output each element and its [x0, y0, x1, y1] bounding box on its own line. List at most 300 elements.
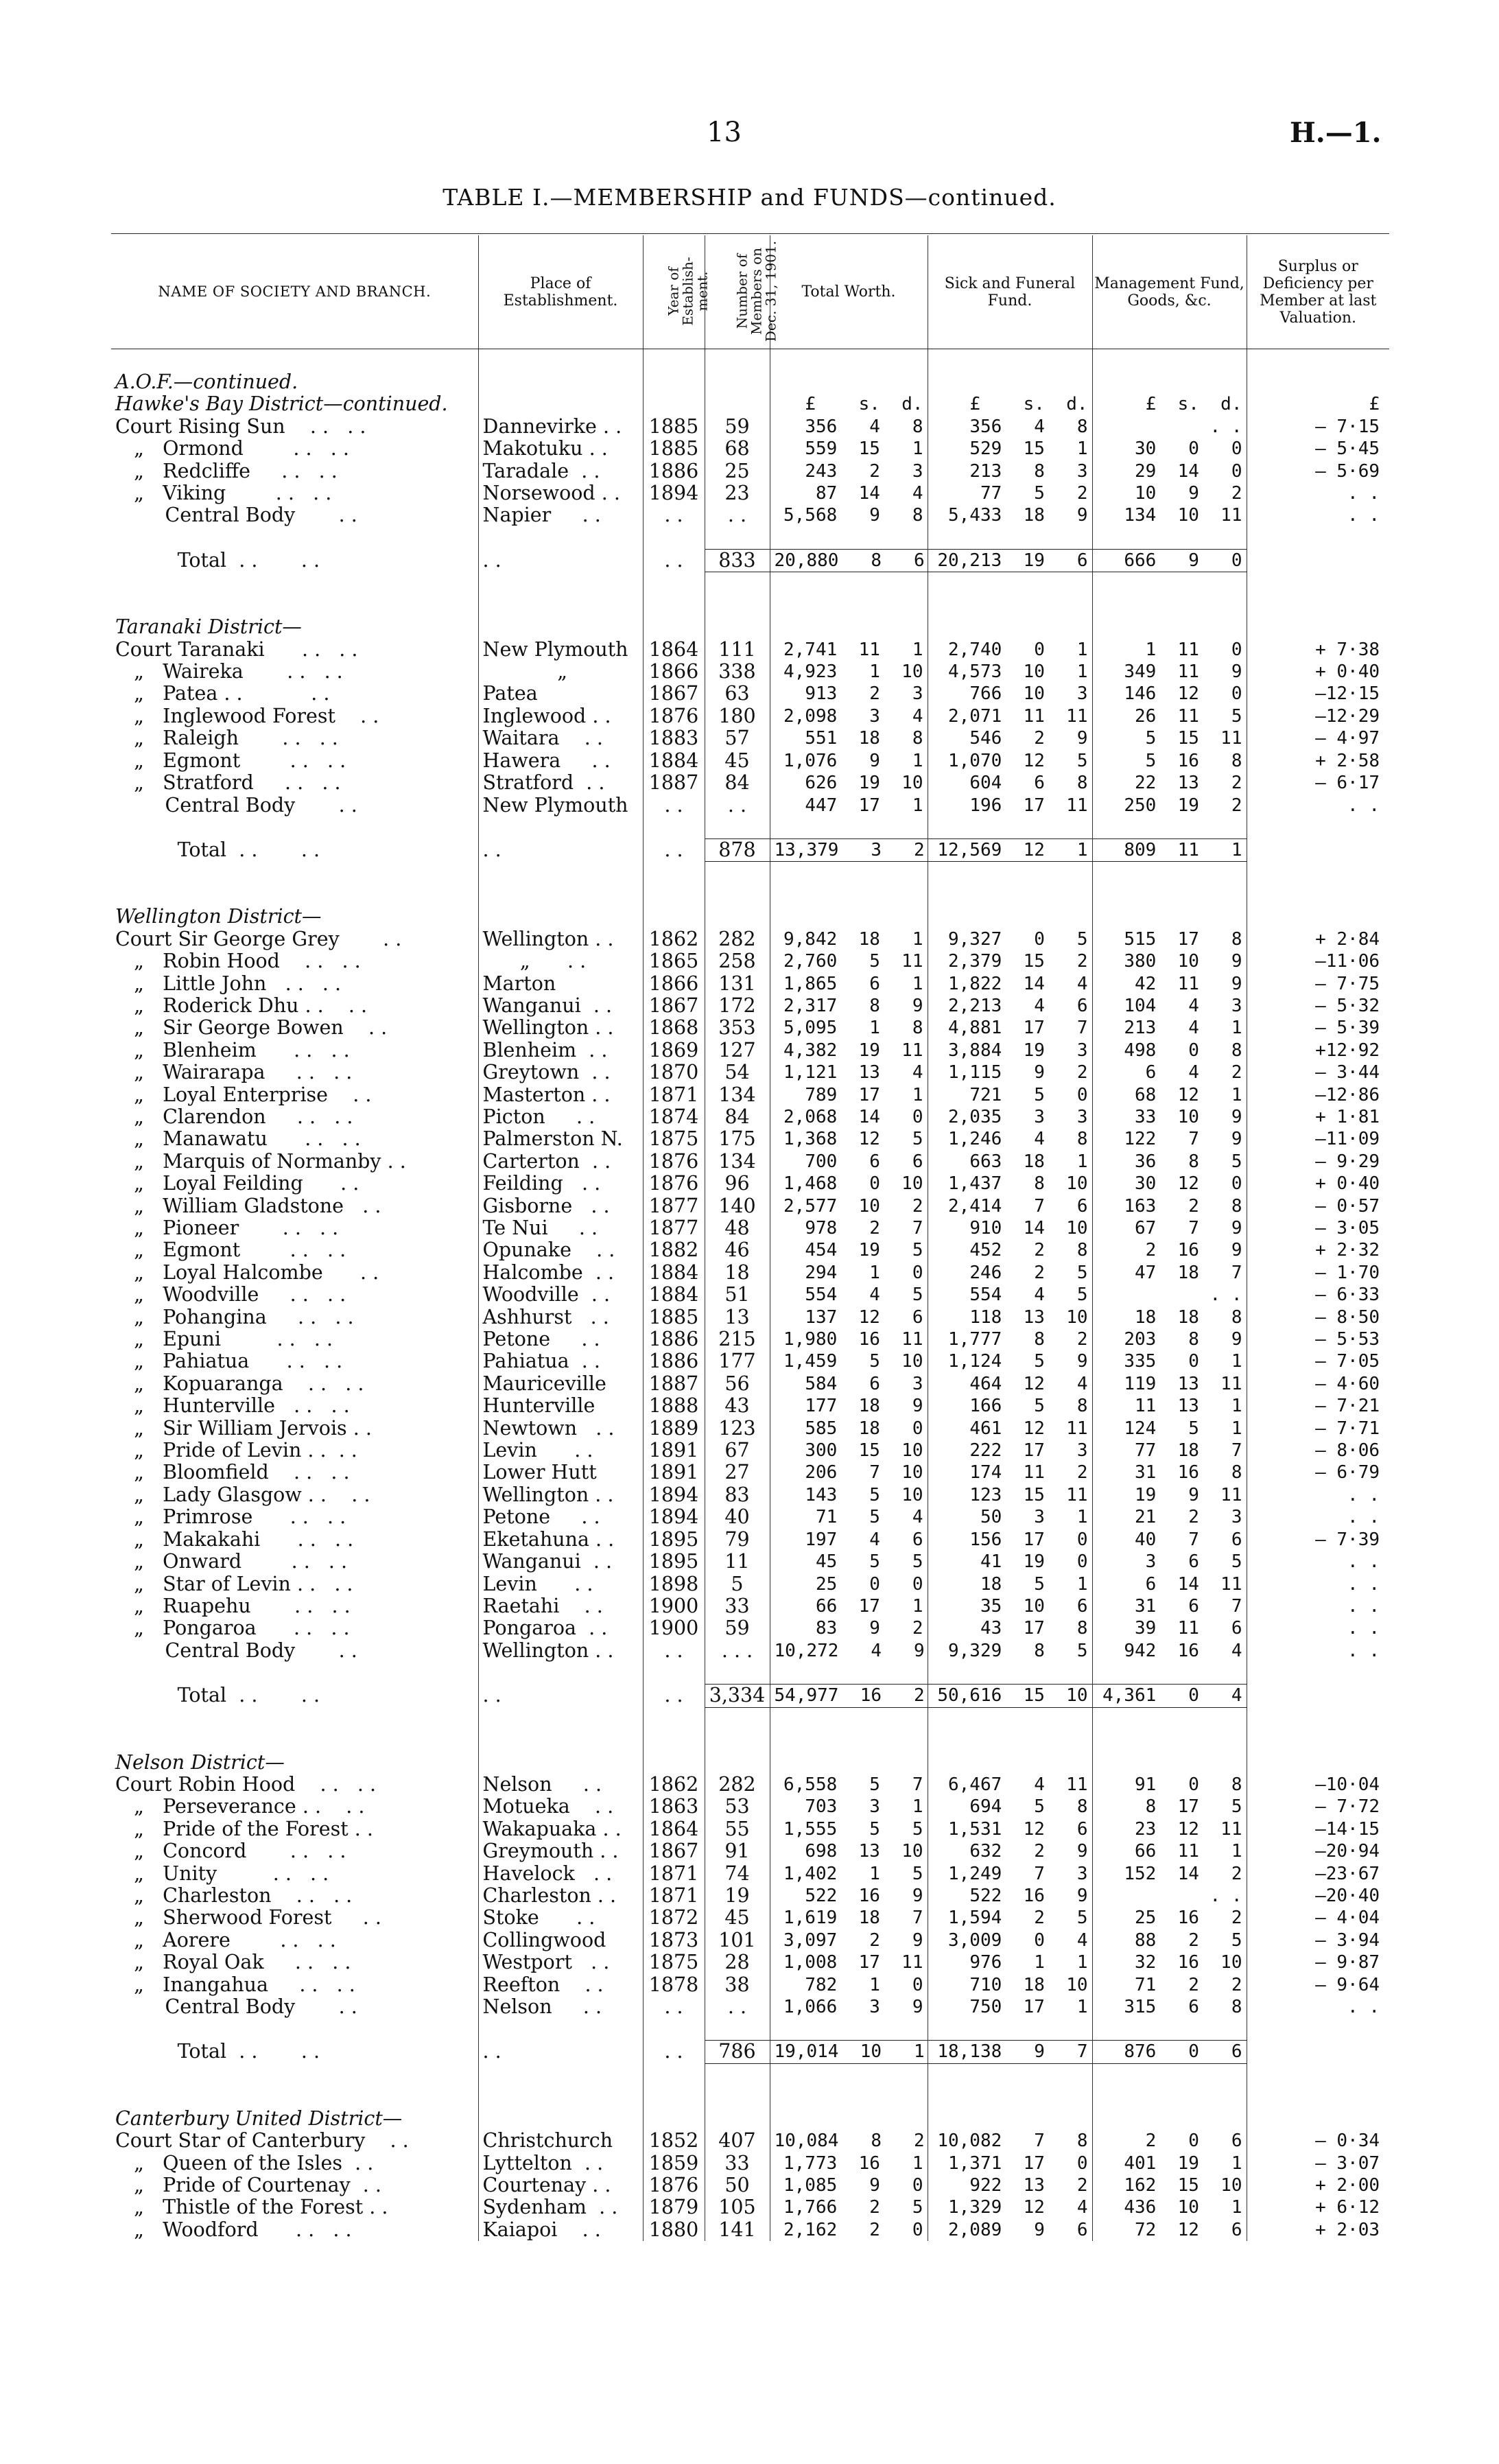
cell-year: 1884: [643, 1262, 705, 1284]
cell-year: 1883: [643, 727, 705, 749]
cell-worth: 243 2 3: [770, 460, 928, 482]
cell-mgmt: 380 10 9: [1092, 950, 1247, 972]
cell-year: 1869: [643, 1040, 705, 1061]
cell-name: „ William Gladstone . .: [115, 1195, 381, 1217]
cell-place: Wanganui . .: [478, 1551, 643, 1573]
cell-mgmt: [1092, 2063, 1247, 2108]
table-row: [111, 661, 1389, 683]
cell-year: 1867: [643, 995, 705, 1017]
cell-members: 67: [705, 1440, 770, 1462]
cell-sick: [928, 862, 1092, 906]
cell-worth: [770, 2018, 928, 2041]
cell-worth: 10,084 8 2: [770, 2130, 928, 2152]
cell-worth: 978 2 7: [770, 1217, 928, 1239]
page-number: 13: [707, 117, 742, 148]
cell-members: [705, 572, 770, 617]
cell-members: [705, 2018, 770, 2041]
table-row: [111, 1128, 1389, 1150]
cell-sick: 452 2 8: [928, 1239, 1092, 1261]
table-row: [111, 1462, 1389, 1483]
cell-members: 140: [705, 1195, 770, 1217]
cell-surplus: – 4·04: [1247, 1907, 1389, 1929]
cell-sick: 1,371 17 0: [928, 2152, 1092, 2174]
cell-year: 1871: [643, 1885, 705, 1907]
cell-name: „ Pioneer . . . .: [115, 1217, 339, 1239]
cell-year: 1866: [643, 973, 705, 995]
cell-sick: 50,616 15 10: [928, 1685, 1092, 1707]
cell-mgmt: 203 8 9: [1092, 1328, 1247, 1350]
cell-year: 1884: [643, 1284, 705, 1306]
cell-sick: 4,881 17 7: [928, 1017, 1092, 1039]
cell-worth: 13,379 3 2: [770, 838, 928, 861]
cell-year: 1885: [643, 438, 705, 460]
cell-name: Total . . . .: [115, 549, 320, 572]
cell-place: Nelson . .: [478, 1996, 643, 2018]
cell-members: [705, 2108, 770, 2130]
cell-year: [643, 572, 705, 617]
cell-worth: 584 6 3: [770, 1373, 928, 1395]
cell-name: „ Manawatu . . . .: [115, 1128, 361, 1151]
table-row: [111, 1951, 1389, 1973]
cell-mgmt: £ s. d.: [1092, 393, 1247, 415]
cell-sick: [928, 1662, 1092, 1685]
cell-surplus: – 7·71: [1247, 1418, 1389, 1440]
cell-sick: 464 12 4: [928, 1373, 1092, 1395]
cell-members: 175: [705, 1128, 770, 1150]
cell-sick: 2,071 11 11: [928, 705, 1092, 727]
cell-place: [478, 1752, 643, 1774]
cell-year: [643, 817, 705, 839]
col-header-sick: Sick and Funeral Fund.: [928, 235, 1092, 349]
cell-worth: 25 0 0: [770, 1573, 928, 1595]
cell-members: 25: [705, 460, 770, 482]
cell-mgmt: 315 6 8: [1092, 1996, 1247, 2018]
cell-worth: 1,368 12 5: [770, 1128, 928, 1150]
cell-members: 68: [705, 438, 770, 460]
cell-members: 45: [705, 1907, 770, 1929]
cell-worth: £ s. d.: [770, 393, 928, 415]
cell-sick: [928, 1707, 1092, 1752]
district-heading-row: [111, 2108, 1389, 2130]
cell-worth: 1,619 18 7: [770, 1907, 928, 1929]
cell-place: Newtown . .: [478, 1418, 643, 1440]
cell-year: 1870: [643, 1061, 705, 1083]
cell-name: Court Robin Hood . . . .: [115, 1773, 377, 1796]
cell-worth: 626 19 10: [770, 772, 928, 794]
cell-place: Mauriceville: [478, 1373, 643, 1395]
cell-surplus: – 3·07: [1247, 2152, 1389, 2174]
cell-members: 57: [705, 727, 770, 749]
cell-year: 1876: [643, 705, 705, 727]
cell-members: 84: [705, 1106, 770, 1128]
cell-worth: [770, 1662, 928, 1685]
cell-place: Opunake . .: [478, 1239, 643, 1261]
cell-mgmt: [1092, 616, 1247, 638]
cell-worth: 177 18 9: [770, 1395, 928, 1417]
cell-worth: [770, 527, 928, 550]
cell-name: „ Egmont . . . .: [115, 1239, 346, 1262]
cell-name: [111, 862, 478, 906]
cell-mgmt: 66 11 1: [1092, 1840, 1247, 1862]
cell-sick: 196 17 11: [928, 795, 1092, 817]
cell-place: Levin . .: [478, 1440, 643, 1462]
cell-sick: 1,249 7 3: [928, 1863, 1092, 1885]
cell-sick: 18 5 1: [928, 1573, 1092, 1595]
cell-worth: 10,272 4 9: [770, 1640, 928, 1662]
cell-place: Feilding . .: [478, 1173, 643, 1195]
cell-worth: 2,577 10 2: [770, 1195, 928, 1217]
cell-surplus: . .: [1247, 1595, 1389, 1617]
cell-surplus: –20·40: [1247, 1885, 1389, 1907]
cell-surplus: – 9·29: [1247, 1151, 1389, 1173]
cell-name: Central Body . .: [115, 504, 357, 527]
cell-sick: 18,138 9 7: [928, 2041, 1092, 2063]
cell-worth: 6,558 5 7: [770, 1774, 928, 1796]
table-row: [111, 1617, 1389, 1639]
cell-surplus: – 8·06: [1247, 1440, 1389, 1462]
cell-place: Wellington . .: [478, 1640, 643, 1662]
cell-place: New Plymouth: [478, 639, 643, 661]
table-title: TABLE I.—MEMBERSHIP and FUNDS—continued.: [442, 184, 1057, 211]
table-row: [111, 1173, 1389, 1195]
cell-mgmt: 349 11 9: [1092, 661, 1247, 683]
cell-place: Sydenham . .: [478, 2196, 643, 2218]
cell-name: Court Star of Canterbury . .: [115, 2130, 409, 2152]
cell-place: [478, 1662, 643, 1685]
cell-place: Masterton . .: [478, 1084, 643, 1106]
cell-worth: 585 18 0: [770, 1418, 928, 1440]
cell-mgmt: 30 12 0: [1092, 1173, 1247, 1195]
cell-year: 1877: [643, 1195, 705, 1217]
cell-name: „ Pongaroa . . . .: [115, 1617, 350, 1640]
cell-place: Stoke . .: [478, 1907, 643, 1929]
cell-worth: 1,555 5 5: [770, 1818, 928, 1840]
cell-members: 11: [705, 1551, 770, 1573]
cell-sick: [928, 616, 1092, 638]
cell-sick: 922 13 2: [928, 2174, 1092, 2196]
cell-place: Courtenay . .: [478, 2174, 643, 2196]
cell-members: 127: [705, 1040, 770, 1061]
cell-worth: 1,008 17 11: [770, 1951, 928, 1973]
cell-surplus: [1247, 1685, 1389, 1707]
cell-name: „ Waireka . . . .: [115, 661, 343, 683]
table-row: [111, 1774, 1389, 1796]
cell-sick: 2,213 4 6: [928, 995, 1092, 1017]
cell-worth: 1,121 13 4: [770, 1061, 928, 1083]
cell-surplus: + 2·58: [1247, 750, 1389, 772]
cell-mgmt: 146 12 0: [1092, 683, 1247, 705]
cell-mgmt: . .: [1092, 1284, 1247, 1306]
table-top-rule: [111, 233, 1389, 234]
cell-surplus: + 7·38: [1247, 639, 1389, 661]
cell-sick: 632 2 9: [928, 1840, 1092, 1862]
cell-place: Nelson . .: [478, 1774, 643, 1796]
cell-year: 1865: [643, 950, 705, 972]
total-row: [111, 1685, 1389, 1707]
cell-year: 1871: [643, 1863, 705, 1885]
col-header-members-text: Number of Members on Dec. 31, 1901.: [733, 240, 779, 342]
cell-members: 19: [705, 1885, 770, 1907]
cell-place: [478, 2108, 643, 2130]
cell-worth: 522 16 9: [770, 1885, 928, 1907]
cell-name: „ Charleston . . . .: [115, 1884, 353, 1907]
cell-surplus: + 2·84: [1247, 928, 1389, 950]
col-header-mgmt: Management Fund, Goods, &c.: [1092, 235, 1247, 349]
cell-worth: 700 6 6: [770, 1151, 928, 1173]
cell-place: Napier . .: [478, 504, 643, 526]
cell-place: Makotuku . .: [478, 438, 643, 460]
cell-year: . .: [643, 838, 705, 861]
cell-place: [478, 572, 643, 617]
membership-funds-table: [111, 235, 1389, 2241]
cell-members: . . .: [705, 1640, 770, 1662]
cell-members: 55: [705, 1818, 770, 1840]
cell-sick: 123 15 11: [928, 1484, 1092, 1506]
cell-surplus: [1247, 371, 1389, 393]
gap-row: [111, 572, 1389, 617]
cell-name: „ Loyal Feilding . .: [115, 1173, 359, 1195]
cell-surplus: [1247, 2108, 1389, 2130]
cell-members: 33: [705, 2152, 770, 2174]
cell-sick: 4,573 10 1: [928, 661, 1092, 683]
cell-place: Gisborne . .: [478, 1195, 643, 1217]
cell-worth: 1,468 0 10: [770, 1173, 928, 1195]
cell-surplus: – 8·50: [1247, 1306, 1389, 1328]
cell-name: „ Hunterville . . . .: [115, 1395, 350, 1418]
table-row: [111, 1484, 1389, 1506]
cell-sick: [928, 906, 1092, 928]
cell-members: [705, 527, 770, 550]
cell-year: [643, 371, 705, 393]
col-header-name: NAME OF SOCIETY AND BRANCH.: [111, 235, 478, 349]
cell-worth: [770, 862, 928, 906]
cell-year: 1886: [643, 1350, 705, 1372]
header-spacer-row: [111, 349, 1389, 372]
cell-name: Wellington District—: [115, 906, 322, 928]
table-row: [111, 1796, 1389, 1818]
cell-worth: [770, 616, 928, 638]
cell-mgmt: [1092, 1707, 1247, 1752]
table-row: [111, 1418, 1389, 1440]
cell-members: 43: [705, 1395, 770, 1417]
cell-members: [705, 862, 770, 906]
district-heading-row: [111, 1752, 1389, 1774]
cell-sick: 750 17 1: [928, 1996, 1092, 2018]
cell-surplus: – 5·45: [1247, 438, 1389, 460]
cell-sick: 910 14 10: [928, 1217, 1092, 1239]
cell-name: Central Body . .: [115, 1639, 357, 1662]
cell-sick: 166 5 8: [928, 1395, 1092, 1417]
cell-worth: 789 17 1: [770, 1084, 928, 1106]
cell-members: [705, 371, 770, 393]
cell-mgmt: 809 11 1: [1092, 838, 1247, 861]
cell-place: Raetahi . .: [478, 1595, 643, 1617]
spacer-row: [111, 527, 1389, 550]
cell-surplus: . .: [1247, 482, 1389, 504]
cell-place: [478, 1707, 643, 1752]
cell-year: 1891: [643, 1440, 705, 1462]
cell-worth: [770, 817, 928, 839]
cell-place: Kaiapoi . .: [478, 2219, 643, 2241]
society-heading-row: [111, 371, 1389, 393]
cell-members: 282: [705, 1774, 770, 1796]
table-row: [111, 2196, 1389, 2218]
cell-sick: 5,433 18 9: [928, 504, 1092, 526]
cell-surplus: –20·94: [1247, 1840, 1389, 1862]
cell-members: 63: [705, 683, 770, 705]
cell-name: „ Raleigh . . . .: [115, 727, 338, 750]
cell-place: Te Nui . .: [478, 1217, 643, 1239]
cell-members: 177: [705, 1350, 770, 1372]
cell-place: Petone . .: [478, 1328, 643, 1350]
cell-mgmt: 11 13 1: [1092, 1395, 1247, 1417]
table-row: [111, 2174, 1389, 2196]
cell-surplus: –12·15: [1247, 683, 1389, 705]
cell-members: [705, 393, 770, 415]
cell-members: 123: [705, 1418, 770, 1440]
cell-surplus: –12·29: [1247, 705, 1389, 727]
cell-surplus: £: [1247, 393, 1389, 415]
cell-place: Carterton . .: [478, 1151, 643, 1173]
cell-sick: 2,414 7 6: [928, 1195, 1092, 1217]
cell-surplus: – 7·75: [1247, 973, 1389, 995]
cell-name: Canterbury United District—: [115, 2107, 403, 2130]
cell-name: Central Body . .: [115, 1996, 357, 2018]
cell-name: „ Concord . . . .: [115, 1840, 346, 1863]
cell-mgmt: 29 14 0: [1092, 460, 1247, 482]
cell-sick: [928, 2063, 1092, 2108]
cell-mgmt: 163 2 8: [1092, 1195, 1247, 1217]
table-row: [111, 1907, 1389, 1929]
cell-place: Westport . .: [478, 1951, 643, 1973]
cell-place: Greymouth . .: [478, 1840, 643, 1862]
cell-members: 3,334: [705, 1685, 770, 1707]
cell-sick: 3,009 0 4: [928, 1929, 1092, 1951]
cell-name: „ Clarendon . . . .: [115, 1105, 353, 1128]
cell-year: 1876: [643, 1173, 705, 1195]
cell-place: Charleston . .: [478, 1885, 643, 1907]
cell-mgmt: 4,361 0 4: [1092, 1685, 1247, 1707]
cell-members: 134: [705, 1151, 770, 1173]
cell-place: New Plymouth: [478, 795, 643, 817]
cell-surplus: [1247, 817, 1389, 839]
cell-worth: 206 7 10: [770, 1462, 928, 1483]
cell-worth: 2,760 5 11: [770, 950, 928, 972]
cell-mgmt: 25 16 2: [1092, 1907, 1247, 1929]
cell-mgmt: 23 12 11: [1092, 1818, 1247, 1840]
cell-sick: 118 13 10: [928, 1306, 1092, 1328]
cell-name: „ Sir George Bowen . .: [115, 1017, 388, 1040]
cell-worth: [770, 1707, 928, 1752]
cell-mgmt: 104 4 3: [1092, 995, 1247, 1017]
cell-worth: 66 17 1: [770, 1595, 928, 1617]
table-row: [111, 1151, 1389, 1173]
cell-place: Inglewood . .: [478, 705, 643, 727]
cell-surplus: [1247, 906, 1389, 928]
cell-name: „ Ruapehu . . . .: [115, 1595, 351, 1617]
cell-sick: 710 18 10: [928, 1974, 1092, 1996]
cell-sick: 529 15 1: [928, 438, 1092, 460]
cell-place: [478, 371, 643, 393]
cell-surplus: – 3·94: [1247, 1929, 1389, 1951]
cell-name: „ Blenheim . . . .: [115, 1039, 350, 1061]
table-row: [111, 2152, 1389, 2174]
cell-surplus: – 7·39: [1247, 1529, 1389, 1551]
cell-members: 59: [705, 1617, 770, 1639]
cell-worth: 2,741 11 1: [770, 639, 928, 661]
cell-surplus: . .: [1247, 1484, 1389, 1506]
table-header-row: [111, 235, 1389, 349]
cell-members: 53: [705, 1796, 770, 1818]
total-row: [111, 838, 1389, 861]
cell-place: . .: [478, 549, 643, 572]
table-row: [111, 1863, 1389, 1885]
cell-place: Taradale . .: [478, 460, 643, 482]
cell-surplus: + 6·12: [1247, 2196, 1389, 2218]
cell-worth: 554 4 5: [770, 1284, 928, 1306]
cell-sick: 1,124 5 9: [928, 1350, 1092, 1372]
table-row: [111, 995, 1389, 1017]
cell-members: [705, 906, 770, 928]
table-row: [111, 1195, 1389, 1217]
cell-place: [478, 2018, 643, 2041]
cell-year: [643, 2108, 705, 2130]
cell-year: 1886: [643, 1328, 705, 1350]
cell-sick: 2,035 3 3: [928, 1106, 1092, 1128]
cell-place: Petone . .: [478, 1506, 643, 1528]
cell-year: 1888: [643, 1395, 705, 1417]
cell-place: Blenheim . .: [478, 1040, 643, 1061]
table-row: [111, 1996, 1389, 2018]
cell-mgmt: 31 16 8: [1092, 1462, 1247, 1483]
cell-members: [705, 817, 770, 839]
cell-place: Marton: [478, 973, 643, 995]
document-reference: H.—1.: [1290, 117, 1382, 149]
cell-surplus: – 5·53: [1247, 1328, 1389, 1350]
cell-sick: 663 18 1: [928, 1151, 1092, 1173]
cell-members: 180: [705, 705, 770, 727]
cell-mgmt: 18 18 8: [1092, 1306, 1247, 1328]
cell-worth: 356 4 8: [770, 416, 928, 438]
cell-mgmt: 91 0 8: [1092, 1774, 1247, 1796]
cell-sick: [928, 1752, 1092, 1774]
table-row: [111, 683, 1389, 705]
cell-surplus: . .: [1247, 504, 1389, 526]
cell-place: [478, 393, 643, 415]
cell-place: Ashhurst . .: [478, 1306, 643, 1328]
cell-worth: 703 3 1: [770, 1796, 928, 1818]
cell-mgmt: 162 15 10: [1092, 2174, 1247, 2196]
table-row: [111, 1373, 1389, 1395]
cell-members: 84: [705, 772, 770, 794]
cell-place: Havelock . .: [478, 1863, 643, 1885]
cell-year: 1867: [643, 683, 705, 705]
cell-mgmt: 515 17 8: [1092, 928, 1247, 950]
cell-year: [643, 616, 705, 638]
cell-sick: 43 17 8: [928, 1617, 1092, 1639]
cell-sick: 6,467 4 11: [928, 1774, 1092, 1796]
cell-name: „ Pride of the Forest . .: [115, 1818, 373, 1840]
cell-mgmt: 119 13 11: [1092, 1373, 1247, 1395]
table-row: [111, 2130, 1389, 2152]
cell-members: 353: [705, 1017, 770, 1039]
cell-mgmt: 47 18 7: [1092, 1262, 1247, 1284]
cell-members: 46: [705, 1239, 770, 1261]
cell-surplus: [1247, 549, 1389, 572]
cell-mgmt: 68 12 1: [1092, 1084, 1247, 1106]
cell-place: . .: [478, 838, 643, 861]
cell-sick: 1,531 12 6: [928, 1818, 1092, 1840]
